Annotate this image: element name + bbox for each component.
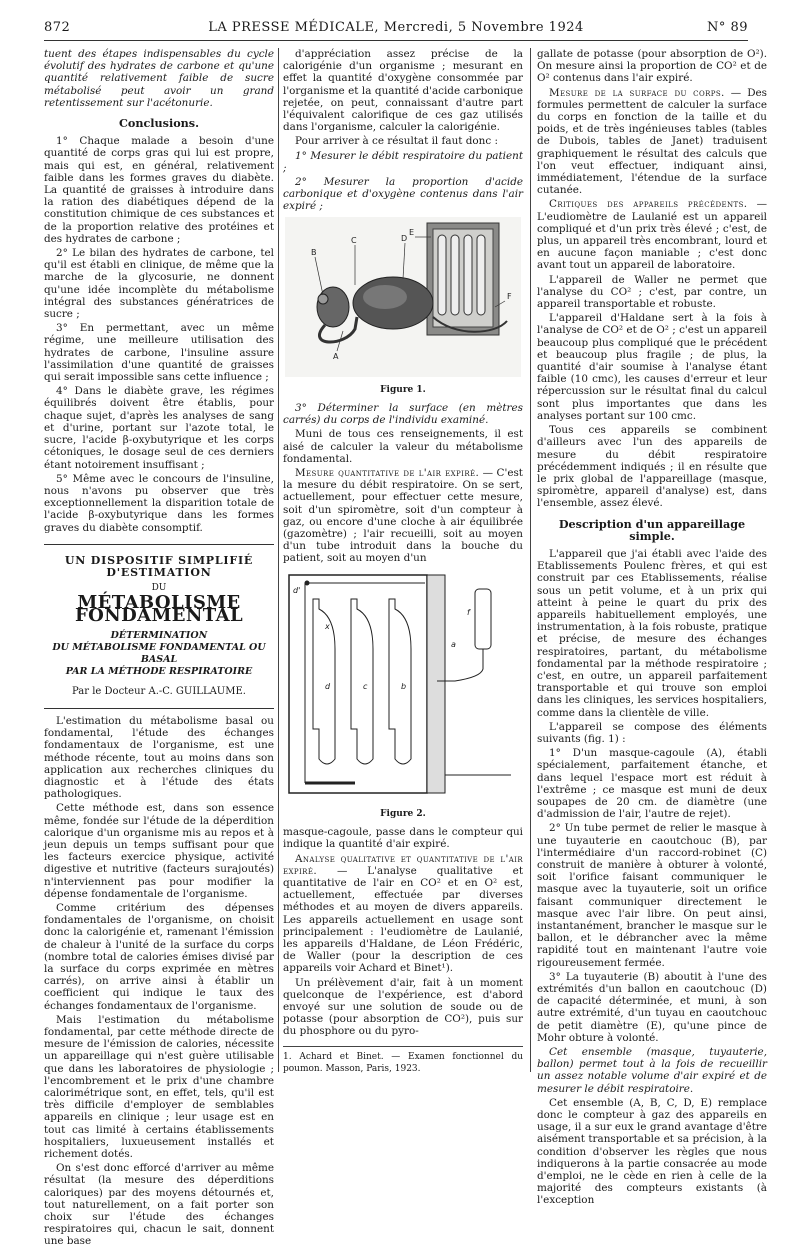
conclusion-item: 1° Chaque malade a besoin d'une quantité de corps gras qui lui est propre, mais qui est, en général, relativement faible dans les formes graves du diabète. La quantité de graisses à introduire dans la ration des diabétiques dépend de la constitution chimique de ces substances et de la proportion relative des protéines et des hydrates de carbone ; (44, 135, 274, 245)
paragraph: L'appareil de Waller ne permet que l'analyse du CO² ; c'est, par contre, un appareil transportable et robuste. (537, 273, 767, 311)
paragraph: L'estimation du métabolisme basal ou fondamental, l'étude des échanges fondamentaux de l'organisme, est une méthode récente, tout au moins dans son application aux recherches cliniques du diagnostic et à l'étude des états pathologiques. (44, 714, 274, 801)
conclusion-item: 3° En permettant, avec un même régime, une meilleure utilisation des hydrates de carbone, l'insuline assure l'assimilation d'une quantité de graisses qui serait impossible sans cette influence ; (44, 322, 274, 384)
figure-label: a (451, 639, 456, 649)
article-main-title: MÉTABOLISME FONDAMENTAL (74, 592, 244, 626)
paragraph: L'appareil que j'ai établi avec l'aide des Etablissements Poulenc frères, et qui est construit par ces Etablissements, réalise sous un petit volume, et à un prix qui atteint à peine le quart du prix des appareils habituellement employés, une instrumentation, à la fois robuste, pratique et précise, de mesure des échanges respiratoires, partant, du métabolisme fondamental par la méthode respiratoire ; c'est, en outre, un appareil parfaitement transportable et qui trouve son emploi dans les cliniques, les services hospitaliers, comme dans la clientèle de ville. (537, 547, 767, 719)
paragraph (537, 87, 767, 197)
paragraph (537, 198, 767, 271)
figure-caption: Figure 2. (380, 808, 426, 819)
figure-label: d' (293, 585, 301, 595)
paragraph: Cet ensemble (A, B, C, D, E) remplace donc le compteur à gaz des appareils en usage, il a sur eux le grand avantage d'être aisément transportable et sa précision, à la condition d'observer les règles que nous indiquerons à la partie consacrée au mode d'emploi, ne le cède en rien à celle de la majorité des compteurs existants (à l'exception (537, 1096, 767, 1207)
paragraph: gallate de potasse (pour absorption de O²). On mesure ainsi la proportion de CO² et de O² contenus dans l'air expiré. (537, 48, 767, 85)
figure-2 (283, 569, 523, 804)
paragraph: 3° La tuyauterie (B) aboutit à l'une des extrémités d'un ballon en caoutchouc (D) de capacité déterminée, et muni, à son autre extrémité, d'un tuyau en caoutchouc de petit diamètre (E), qu'une pince de Mohr obture à volonté. (537, 970, 767, 1044)
section-heading: Conclusions. (118, 116, 200, 131)
conclusion-item: 5° Même avec le concours de l'insuline, nous n'avons pu observer que très exceptionnellement la disparition totale de l'acide β-oxybutyrique dans les formes graves du diabète consomptif. (44, 472, 274, 534)
paragraph: Cet ensemble (masque, tuyauterie, ballon) permet tout à la fois de recueillir un assez notable volume d'air expiré et de mesurer le débit respiratoire. (537, 1046, 767, 1095)
figure-label: D (401, 233, 408, 243)
figure-label: B (311, 247, 317, 257)
analysis-apparatus-drawing (285, 569, 521, 801)
paragraph: Tous ces appareils se combinent d'ailleurs avec l'un des appareils de mesure du débit respiratoire précédemment indiqués ; il en résulte que le prix global de l'appareillage (masque, spiromètre, appareil d'analyse) est, dans l'ensemble, assez élevé. (537, 424, 767, 510)
page-header (44, 20, 748, 38)
paragraph: tuent des étapes indispensables du cycle évolutif des hydrates de carbone et qu'une quantité relativement faible de sucre métabolisé peut avoir un grand retentissement sur l'acétonurie. (44, 48, 274, 109)
figure-label: F (507, 291, 512, 301)
paragraph: Comme critérium des dépenses fondamentales de l'organisme, on choisit donc la calorigénie et, ramenant l'émission de chaleur à l'unité de la surface du corps (nombre total de calories émises divisé par la surface du corps exprimée en mètres carrés), on arrive ainsi à établir un coefficient qui indique le taux des échanges fondamentaux de l'organisme. (44, 901, 274, 1012)
figure-label: x (325, 621, 330, 631)
paragraph: 1° Mesurer le débit respiratoire du patient ; (283, 149, 523, 174)
figure-label: A (333, 351, 339, 361)
conclusions-list (44, 135, 274, 534)
paragraph-text: — L'analyse qualitative et quantitative de l'air en CO² et en O² est, actuellement, effectuée par diverses méthodes et au moyen de divers appareils. Les appareils actuellement en usage sont principalement : l'eudiomètre de Laulanié, les appareils d'Haldane, de Léon Frédéric, de Waller (pour la description de ces appareils voir Achard et Binet¹). (283, 864, 523, 975)
paragraph: L'appareil se compose des éléments suivants (fig. 1) : (537, 720, 767, 745)
article-subtitle: PAR LA MÉTHODE RESPIRATOIRE (65, 665, 253, 677)
paragraph: Mais l'estimation du métabolisme fondamental, par cette méthode directe de mesure de l'émission de calories, nécessite un appareillage qui n'est guère utilisable que dans les laboratoires de physiologie ; l'encombrement et le prix d'une chambre calorimétrique sont, en effet, tels, qu'il est très difficile d'employer de semblables appareils en clinique ; leur usage est en tout cas limité à certains établissements hospitaliers, luxueusement installés et richement dotés. (44, 1013, 274, 1161)
header-rule (44, 40, 748, 41)
article-subtitle: DÉTERMINATION (110, 629, 208, 641)
figure-label: C (351, 235, 357, 245)
journal-title: LA PRESSE MÉDICALE, Mercredi, 5 Novembre 1924 (208, 20, 584, 35)
paragraph: L'appareil d'Haldane sert à la fois à l'analyse de CO² et de O² ; c'est un appareil beaucoup plus compliqué que le précédent et beaucoup plus fragile ; de plus, la quantité d'air soumise à l'analyse étant faible (10 cmc), les causes d'erreur et leur répercussion sur le résultat final du calcul sont plus importantes que dans les analyses portant sur 100 cmc. (537, 312, 767, 422)
figure-1 (283, 217, 523, 380)
paragraph: Un prélèvement d'air, fait à un moment quelconque de l'expérience, est d'abord envoyé sur une solution de soude ou de potasse (pour absorption de CO²), puis sur du phosphore ou du pyro- (283, 976, 523, 1038)
column-3 (537, 48, 768, 1207)
conclusion-item: 4° Dans le diabète grave, les régimes équilibrés doivent être établis, pour chaque sujet, d'après les analyses de sang et d'urine, portant sur l'azote total, le sucre, l'acide β-oxybutyrique et les corps cétoniques, le dosage seul de ces derniers étant notoirement insuffisant ; (44, 385, 274, 471)
run-in-heading: Analyse qualitative et quantitative de l'air expiré. (283, 852, 523, 877)
paragraph (283, 467, 523, 565)
paragraph: On s'est donc efforcé d'arriver au même résultat (la mesure des déperditions caloriques) par des moyens détournés et, tout naturellement, on a fait porter son choix sur l'étude des échanges respiratoires qui, chacun le sait, donnent une base (44, 1162, 274, 1248)
paragraph: Muni de tous ces renseignements, il est aisé de calculer la valeur du métabolisme fondamental. (283, 428, 523, 465)
figure-label: f (467, 607, 470, 617)
run-in-heading: Mesure quantitative de l'air expiré. (295, 467, 480, 480)
paragraph: 1° D'un masque-cagoule (A), établi spécialement, parfaitement étanche, et dans lequel l'espace mort est réduit à l'extrême ; ce masque est muni de deux soupapes de 20 cm. de diamètre (une d'admission de l'air, l'autre de rejet). (537, 747, 767, 821)
paragraph-text: — L'eudiomètre de Laulanié est un appareil compliqué et d'un prix très élevé ; c'est, de plus, un appareil très encombrant, lourd et en aucune façon maniable ; c'est donc avant tout un appareil de laboratoire. (537, 198, 767, 272)
article-author: Par le Docteur A.-C. GUILLAUME. (72, 685, 246, 697)
section-heading: Description d'un appareillage simple. (558, 516, 746, 543)
figure-label: c (363, 681, 368, 691)
figure-caption: Figure 1. (380, 384, 426, 395)
run-in-heading: Mesure de la surface du corps. (549, 86, 725, 99)
paragraph-text: — C'est la mesure du débit respiratoire. On se sert, actuellement, pour effectuer cette mesure, soit d'un spiromètre, soit d'un compteur à gaz, ou encore d'une cloche à air équilibrée (gazomètre) ; l'air recueilli, soit au moyen d'un tube introduit dans la bouche du patient, soit au moyen d'un (283, 467, 523, 565)
article-title-block (44, 544, 274, 709)
title-rule (44, 708, 274, 709)
paragraph: d'appréciation assez précise de la calorigénie d'un organisme ; mesurant en effet la quantité d'oxygène consommée par l'organisme et la quantité d'acide carbonique rejetée, on peut, connaissant d'autre part l'équivalent calorifique de ces gaz utilisés dans l'organisme, calculer la calorigénie. (283, 48, 523, 134)
conclusion-item: 2° Le bilan des hydrates de carbone, tel qu'il est établi en clinique, de même que la marche de la glycosurie, ne donnent qu'une idée incomplète du métabolisme intégral des substances génératrices de sucre ; (44, 247, 274, 321)
column-divider (278, 48, 279, 1072)
column-divider (530, 48, 531, 1072)
article-title-line: UN DISPOSITIF SIMPLIFIÉ D'ESTIMATION (64, 553, 254, 579)
article-subtitle: DU MÉTABOLISME FONDAMENTAL OU BASAL (52, 641, 266, 665)
figure-label: E (409, 227, 415, 237)
paragraph: 2° Un tube permet de relier le masque à une tuyauterie en caoutchouc (B), par l'intermédiaire d'un raccord-robinet (C) construit de manière à obturer à volonté, soit l'orifice faisant communiquer le masque avec la tuyauterie, soit un orifice faisant communiquer directement le masque avec l'air libre. On peut ainsi, instantanément, brancher le masque sur le ballon, et le débrancher avec la même rapidité tout en maintenant l'autre voie rigoureusement fermée. (537, 822, 767, 969)
issue-number: N° 89 (706, 20, 748, 35)
figure-label: b (401, 681, 407, 691)
paragraph: Pour arriver à ce résultat il faut donc : (295, 135, 498, 148)
column-2 (283, 48, 523, 1078)
paragraph (283, 853, 523, 975)
article-title-line: DU (151, 583, 167, 594)
run-in-heading: Critiques des appareils précédents. (549, 198, 748, 211)
paragraph: Cette méthode est, dans son essence même, fondée sur l'étude de la déperdition calorique d'un organisme mis au repos et à jeun depuis un temps suffisant pour que les facteurs exercice physique, activité digestive et nutritive (facteurs surajoutés) n'interviennent pas pour modifier la dépense fondamentale de l'organisme. (44, 802, 274, 900)
paragraph: 3° Déterminer la surface (en mètres carrés) du corps de l'individu examiné. (283, 402, 523, 427)
apparatus-illustration (285, 217, 521, 377)
paragraph: 2° Mesurer la proportion d'acide carbonique et d'oxygène contenus dans l'air expiré ; (283, 176, 523, 213)
paragraph-text: — Des formules permettent de calculer la surface du corps en fonction de la taille et du poids, et de très ingénieuses tables (tables de Dubois, tables de Janet) traduisent graphiquement le résultat des calculs que l'on veut effectuer, indiquant ainsi, immédiatement, l'étendue de la surface cutanée. (537, 86, 768, 197)
paragraph: masque-cagoule, passe dans le compteur qui indique la quantité d'air expiré. (283, 826, 523, 851)
page-number: 872 (44, 20, 71, 35)
column-1 (44, 48, 274, 1248)
figure-label: d (325, 681, 331, 691)
footnote: 1. Achard et Binet. — Examen fonctionnel du poumon. Masson, Paris, 1923. (283, 1046, 523, 1075)
